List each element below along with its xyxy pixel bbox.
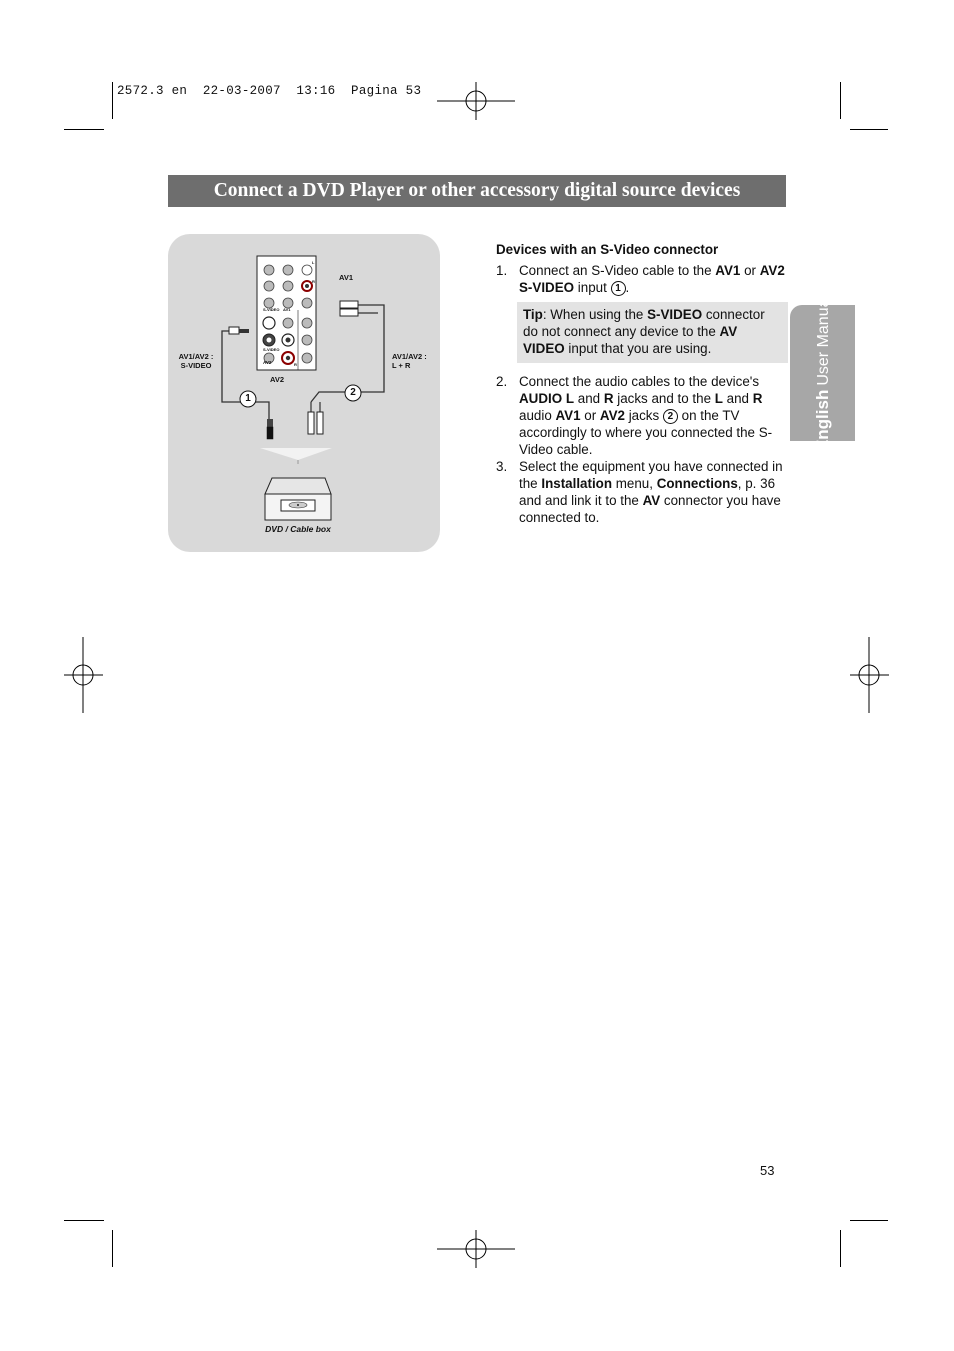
connection-diagram <box>168 234 440 552</box>
audio-label-line1: AV1/AV2 : <box>392 352 427 361</box>
language-label: English <box>812 389 832 452</box>
page-title: Connect a DVD Player or other accessory digital source devices <box>168 175 786 207</box>
step-2-text-g: and <box>722 391 753 406</box>
panel-r2-label: R <box>294 362 297 367</box>
step-2-text-m: jacks <box>624 408 663 423</box>
step-1-number: 1. <box>496 263 508 278</box>
step-2-text-k: or <box>580 408 600 423</box>
panel-av2-small: AV2 <box>263 360 272 365</box>
tip-svideo: S-VIDEO <box>647 307 703 322</box>
step-2 <box>496 373 788 458</box>
device-caption: DVD / Cable box <box>265 524 331 534</box>
av2-label: AV2 <box>270 375 285 384</box>
step-1-av2-svideo: AV2 S-VIDEO <box>519 263 785 295</box>
step-3-text-c: menu, <box>612 476 657 491</box>
step-1-av1: AV1 <box>715 263 741 278</box>
step-2-l: L <box>714 391 723 406</box>
step-1 <box>496 262 788 296</box>
step-2-av2: AV2 <box>599 408 625 423</box>
audio-label-line2: L + R <box>392 361 411 370</box>
language-tab <box>790 294 855 452</box>
tip-label: Tip <box>523 307 543 322</box>
step-3 <box>496 458 788 526</box>
step-2-text-i: audio <box>519 408 556 423</box>
step-3-av: AV <box>642 493 661 508</box>
panel-l-label: L <box>312 260 315 265</box>
step-3-number: 3. <box>496 459 508 474</box>
svideo-label-line2: S-VIDEO <box>180 361 212 370</box>
step-2-r2: R <box>752 391 763 406</box>
step-3-installation: Installation <box>541 476 613 491</box>
step-2-text-c: and <box>574 391 604 406</box>
step-1-text-c: or <box>740 263 760 278</box>
step-2-r: R <box>603 391 614 406</box>
tip-text-e: input that you are using. <box>564 341 712 356</box>
step-3-connections: Connections <box>656 476 738 491</box>
svideo-label <box>172 352 220 370</box>
step-1-text-f: . <box>625 280 630 295</box>
step-3-text-a: Select the equipment you have connected in the <box>519 459 783 491</box>
step-1-text-a: Connect an S-Video cable to the <box>519 263 716 278</box>
section-heading: Devices with an S-Video connector <box>496 242 719 257</box>
user-manual-label: User Manual <box>814 294 832 386</box>
step-2-text-e: jacks and to the <box>613 391 715 406</box>
step-2-audio-l: AUDIO L <box>519 391 575 406</box>
panel-r-label: R <box>312 279 315 284</box>
tip-text-a: : When using the <box>542 307 648 322</box>
diagram-illustration <box>168 234 440 552</box>
step-3-text-e: , p. 36 and and link it to the <box>519 476 776 508</box>
step-2-number: 2. <box>496 374 508 389</box>
step-2-av1: AV1 <box>555 408 581 423</box>
panel-av1-small: AV1 <box>283 307 291 312</box>
marker-1: 1 <box>245 393 251 404</box>
step-1-marker: 1 <box>611 281 626 296</box>
step-2-marker: 2 <box>663 409 678 424</box>
marker-2: 2 <box>350 387 356 398</box>
av1-label: AV1 <box>339 273 354 282</box>
step-2-text-n: on the TV accordingly to where you connected the S-Video cable. <box>519 408 773 457</box>
svideo-label-line1: AV1/AV2 : <box>178 352 214 361</box>
tip-av-video: AV VIDEO <box>523 324 738 356</box>
tip-text-c: connector do not connect any device to the <box>523 307 765 339</box>
tip-box <box>517 302 788 363</box>
print-slug: 2572.3 en 22-03-2007 13:16 Pagina 53 <box>117 84 422 98</box>
audio-label <box>392 352 427 370</box>
step-1-text-e: input <box>574 280 611 295</box>
page-number: 53 <box>760 1163 775 1178</box>
step-2-text-a: Connect the audio cables to the device's <box>519 374 760 389</box>
panel-svideo-upper: S-VIDEO <box>263 307 280 312</box>
instructions <box>496 241 788 526</box>
panel-svideo-lower: S-VIDEO <box>263 347 280 352</box>
step-3-text-g: connector you have connected to. <box>519 493 781 525</box>
